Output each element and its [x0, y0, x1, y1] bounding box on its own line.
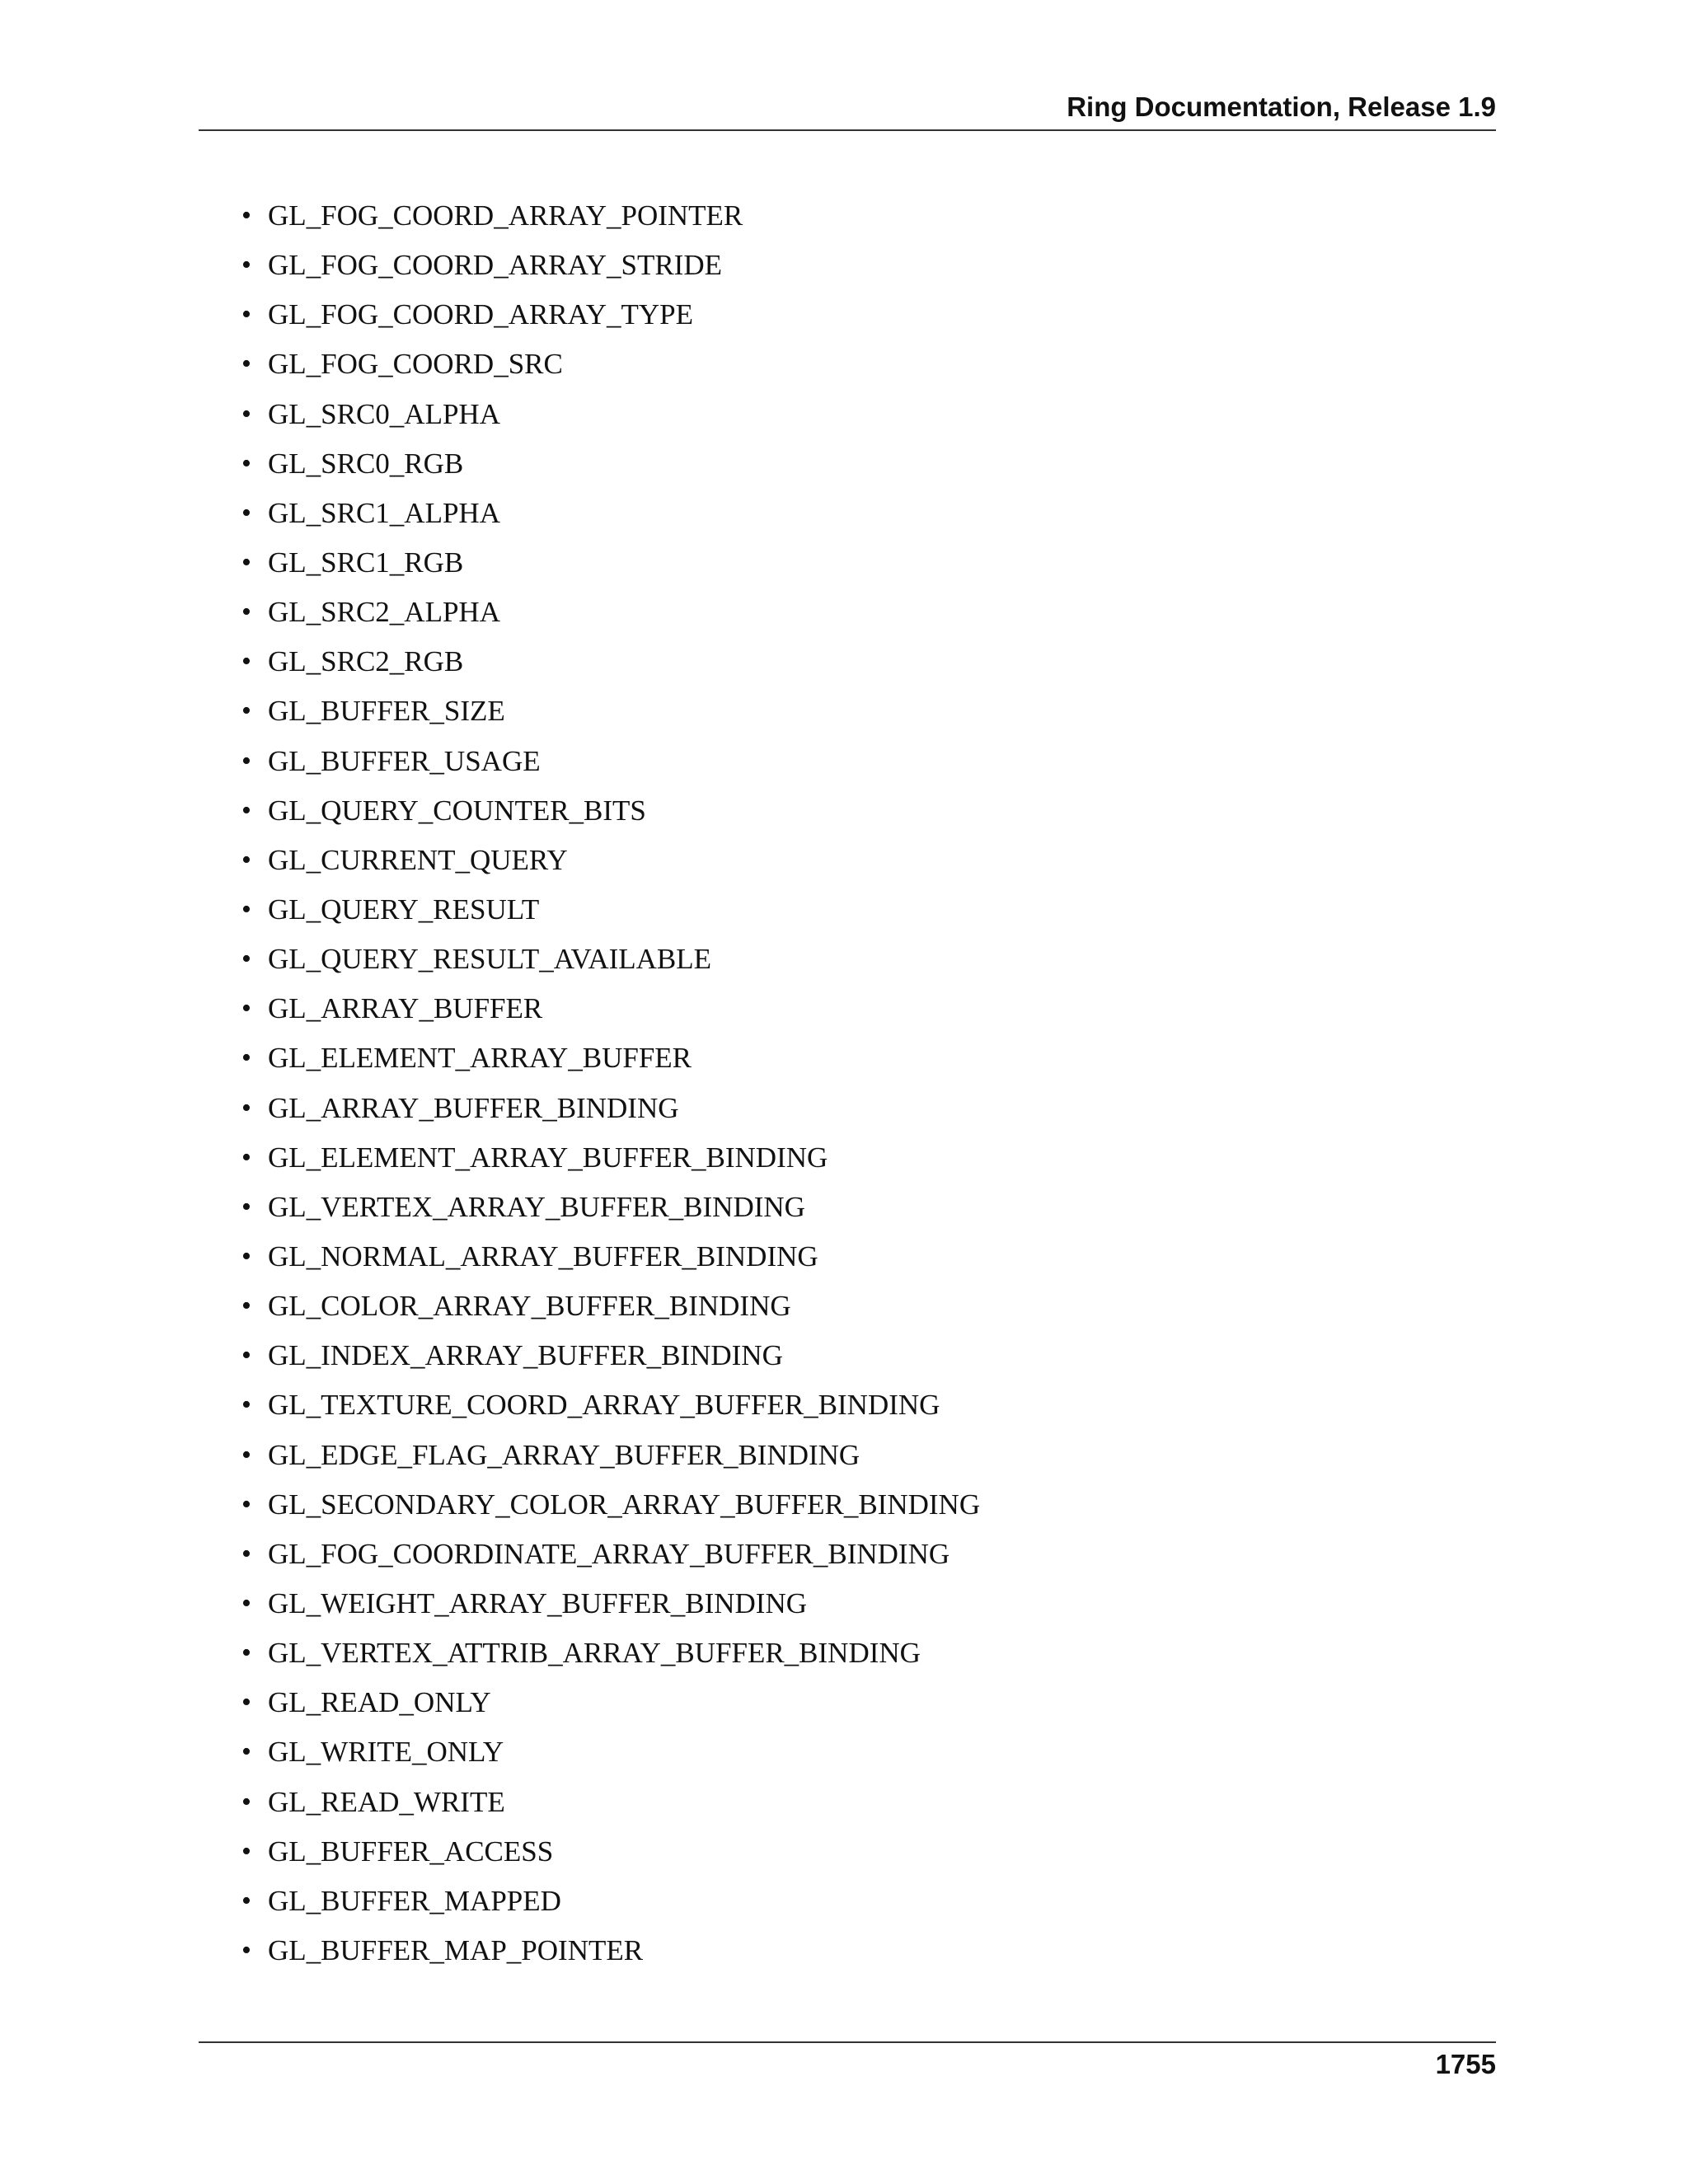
- list-item: [241, 1040, 980, 1090]
- bullet-icon: •: [241, 1538, 251, 1569]
- list-item: [241, 1784, 980, 1834]
- bullet-icon: •: [241, 497, 251, 528]
- bullet-icon: •: [241, 944, 251, 975]
- list-item: [241, 346, 980, 396]
- list-item: [241, 1883, 980, 1933]
- bullet-icon: •: [241, 349, 251, 380]
- bullet-icon: •: [241, 1638, 251, 1669]
- list-item: [241, 644, 980, 693]
- list-item: [241, 1338, 980, 1387]
- bullet-icon: •: [241, 1786, 251, 1817]
- running-header-title: Ring Documentation, Release 1.9: [1067, 91, 1496, 122]
- list-item: [241, 1536, 980, 1586]
- gl-constants-list: [241, 198, 980, 1982]
- bullet-icon: •: [241, 1687, 251, 1718]
- list-item: [241, 1487, 980, 1536]
- bullet-icon: •: [241, 1340, 251, 1371]
- bullet-icon: •: [241, 448, 251, 479]
- bullet-icon: •: [241, 1488, 251, 1520]
- list-item: [241, 1288, 980, 1338]
- constant-name: GL_EDGE_FLAG_ARRAY_BUFFER_BINDING: [268, 1438, 860, 1471]
- list-item: [241, 1933, 980, 1982]
- list-item: [241, 247, 980, 297]
- list-item: [241, 793, 980, 842]
- list-item: [241, 941, 980, 991]
- constant-name: GL_COLOR_ARRAY_BUFFER_BINDING: [268, 1290, 791, 1323]
- list-item: [241, 297, 980, 346]
- list-item: [241, 1734, 980, 1783]
- list-item: [241, 495, 980, 545]
- constant-name: GL_SRC0_RGB: [268, 447, 464, 480]
- constant-name: GL_FOG_COORDINATE_ARRAY_BUFFER_BINDING: [268, 1537, 950, 1570]
- bullet-icon: •: [241, 696, 251, 727]
- bullet-icon: •: [241, 1934, 251, 1966]
- constant-name: GL_FOG_COORD_SRC: [268, 348, 563, 381]
- bullet-icon: •: [241, 1092, 251, 1123]
- constant-name: GL_BUFFER_USAGE: [268, 744, 541, 777]
- list-item: [241, 1635, 980, 1685]
- bullet-icon: •: [241, 893, 251, 925]
- bullet-icon: •: [241, 844, 251, 875]
- constant-name: GL_QUERY_RESULT_AVAILABLE: [268, 943, 712, 976]
- list-item: [241, 1685, 980, 1734]
- constant-name: GL_WRITE_ONLY: [268, 1736, 504, 1769]
- list-item: [241, 892, 980, 941]
- constant-name: GL_ARRAY_BUFFER: [268, 992, 543, 1025]
- list-item: [241, 693, 980, 743]
- list-item: [241, 1189, 980, 1239]
- constant-name: GL_QUERY_RESULT: [268, 893, 540, 926]
- constant-name: GL_SRC0_ALPHA: [268, 397, 500, 430]
- page-number: 1755: [1435, 2049, 1496, 2079]
- list-item: [241, 991, 980, 1040]
- bullet-icon: •: [241, 398, 251, 429]
- constant-name: GL_QUERY_COUNTER_BITS: [268, 794, 646, 827]
- constant-name: GL_BUFFER_MAP_POINTER: [268, 1933, 644, 1966]
- list-item: [241, 198, 980, 247]
- list-item: [241, 743, 980, 793]
- bullet-icon: •: [241, 1240, 251, 1272]
- bullet-icon: •: [241, 200, 251, 231]
- constant-name: GL_BUFFER_MAPPED: [268, 1884, 561, 1917]
- constant-name: GL_VERTEX_ATTRIB_ARRAY_BUFFER_BINDING: [268, 1637, 921, 1670]
- constant-name: GL_SRC1_ALPHA: [268, 496, 500, 529]
- constant-name: GL_VERTEX_ARRAY_BUFFER_BINDING: [268, 1190, 805, 1223]
- constant-name: GL_INDEX_ARRAY_BUFFER_BINDING: [268, 1339, 783, 1372]
- bullet-icon: •: [241, 299, 251, 330]
- constant-name: GL_FOG_COORD_ARRAY_STRIDE: [268, 249, 722, 282]
- constant-name: GL_FOG_COORD_ARRAY_POINTER: [268, 199, 743, 232]
- bullet-icon: •: [241, 1835, 251, 1867]
- constant-name: GL_ELEMENT_ARRAY_BUFFER: [268, 1042, 692, 1075]
- constant-name: GL_ELEMENT_ARRAY_BUFFER_BINDING: [268, 1141, 828, 1174]
- constant-name: GL_SRC2_RGB: [268, 645, 464, 678]
- constant-name: GL_TEXTURE_COORD_ARRAY_BUFFER_BINDING: [268, 1389, 940, 1422]
- constant-name: GL_SECONDARY_COLOR_ARRAY_BUFFER_BINDING: [268, 1488, 981, 1521]
- list-item: [241, 1834, 980, 1883]
- list-item: [241, 545, 980, 594]
- bullet-icon: •: [241, 1291, 251, 1322]
- bullet-icon: •: [241, 1191, 251, 1222]
- bullet-icon: •: [241, 1439, 251, 1470]
- constant-name: GL_ARRAY_BUFFER_BINDING: [268, 1091, 679, 1124]
- constant-name: GL_BUFFER_ACCESS: [268, 1835, 554, 1868]
- bullet-icon: •: [241, 646, 251, 677]
- constant-name: GL_READ_ONLY: [268, 1686, 491, 1719]
- footer-divider: [199, 2041, 1496, 2043]
- bullet-icon: •: [241, 993, 251, 1024]
- bullet-icon: •: [241, 1885, 251, 1916]
- list-item: [241, 396, 980, 446]
- constant-name: GL_WEIGHT_ARRAY_BUFFER_BINDING: [268, 1586, 807, 1619]
- list-item: [241, 842, 980, 892]
- constant-name: GL_SRC2_ALPHA: [268, 596, 500, 629]
- header-divider: [199, 129, 1496, 131]
- constant-name: GL_READ_WRITE: [268, 1785, 505, 1818]
- bullet-icon: •: [241, 1043, 251, 1074]
- list-item: [241, 446, 980, 495]
- list-item: [241, 1437, 980, 1487]
- bullet-icon: •: [241, 794, 251, 826]
- list-item: [241, 1140, 980, 1189]
- list-item: [241, 1586, 980, 1635]
- bullet-icon: •: [241, 597, 251, 628]
- bullet-icon: •: [241, 1141, 251, 1173]
- list-item: [241, 1387, 980, 1436]
- constant-name: GL_FOG_COORD_ARRAY_TYPE: [268, 298, 693, 331]
- constant-name: GL_NORMAL_ARRAY_BUFFER_BINDING: [268, 1240, 818, 1272]
- bullet-icon: •: [241, 250, 251, 281]
- bullet-icon: •: [241, 546, 251, 578]
- list-item: [241, 1090, 980, 1140]
- bullet-icon: •: [241, 1587, 251, 1619]
- constant-name: GL_SRC1_RGB: [268, 546, 464, 579]
- constant-name: GL_CURRENT_QUERY: [268, 843, 568, 876]
- bullet-icon: •: [241, 1390, 251, 1421]
- bullet-icon: •: [241, 745, 251, 776]
- list-item: [241, 594, 980, 644]
- constant-name: GL_BUFFER_SIZE: [268, 695, 505, 728]
- bullet-icon: •: [241, 1736, 251, 1768]
- list-item: [241, 1239, 980, 1288]
